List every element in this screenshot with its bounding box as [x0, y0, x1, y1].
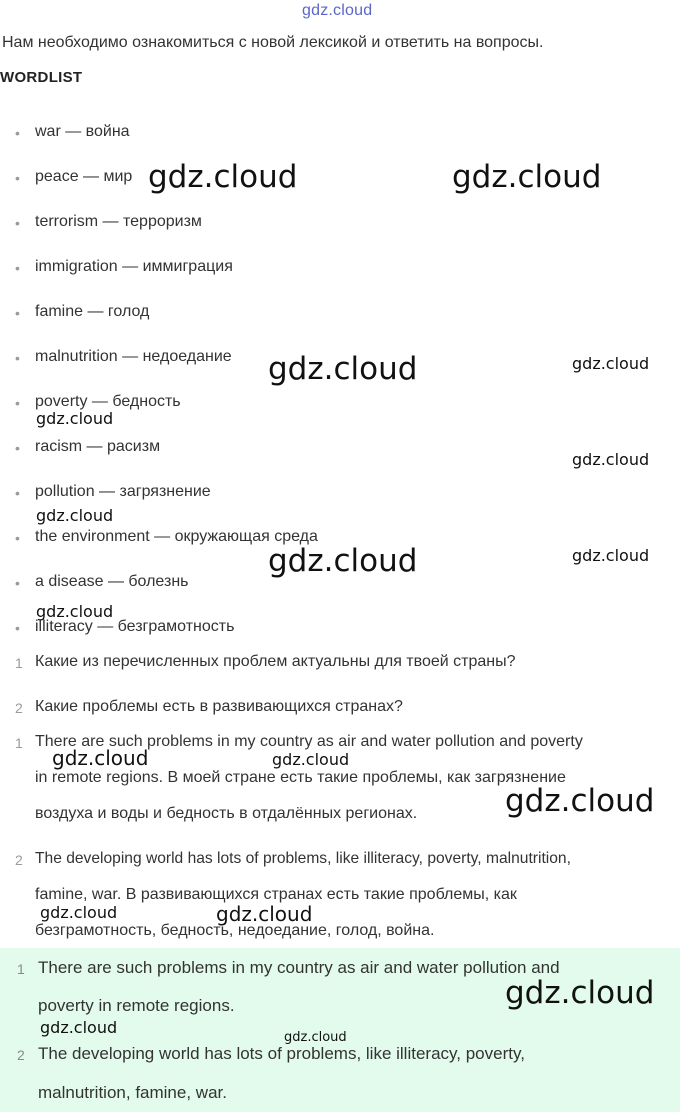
list-item: terrorism — терроризм [35, 213, 202, 230]
bullet-icon: • [15, 350, 20, 366]
watermark: gdz.cloud [52, 746, 149, 770]
watermark: gdz.cloud [36, 602, 114, 621]
bullet-icon: • [15, 620, 20, 636]
watermark: gdz.cloud [40, 1018, 118, 1037]
list-item: poverty — бедность [35, 393, 181, 410]
answer-line: The developing world has lots of problems, like illiteracy, poverty, malnutrition, [35, 850, 571, 867]
answer-line: in remote regions. В моей стране есть такие проблемы, как загрязнение [35, 769, 566, 786]
answer-line: There are such problems in my country as air and water pollution and [38, 958, 560, 977]
watermark: gdz.cloud [505, 783, 655, 819]
question-text: Какие проблемы есть в развивающихся странах? [35, 698, 403, 715]
answer-line: безграмотность, бедность, недоедание, голод, война. [35, 922, 435, 939]
list-item: racism — расизм [35, 438, 161, 455]
answer-line: There are such problems in my country as air and water pollution and poverty [35, 733, 583, 750]
watermark: gdz.cloud [148, 159, 298, 195]
bullet-icon: • [15, 395, 20, 411]
answer-number: 1 [17, 961, 25, 977]
intro-text: Нам необходимо ознакомиться с новой лексикой и ответить на вопросы. [2, 34, 544, 51]
bullet-icon: • [15, 215, 20, 231]
list-item: famine — голод [35, 303, 150, 320]
answer-number: 1 [15, 735, 23, 751]
list-item: the environment — окружающая среда [35, 528, 318, 545]
answer-number: 2 [15, 852, 23, 868]
watermark: gdz.cloud [40, 903, 118, 922]
answer-line: malnutrition, famine, war. [38, 1083, 227, 1102]
list-item: war — война [35, 123, 130, 140]
watermark: gdz.cloud [268, 543, 418, 579]
watermark: gdz.cloud [505, 975, 655, 1011]
bullet-icon: • [15, 260, 20, 276]
answer-line: The developing world has lots of problems, like illiteracy, poverty, [38, 1044, 525, 1063]
bullet-icon: • [15, 125, 20, 141]
watermark: gdz.cloud [572, 450, 650, 469]
bullet-icon: • [15, 305, 20, 321]
answer-line: famine, war. В развивающихся странах есть такие проблемы, как [35, 886, 517, 903]
answer-number: 2 [17, 1047, 25, 1063]
wordlist-title: WORDLIST [0, 69, 83, 86]
bullet-icon: • [15, 440, 20, 456]
watermark: gdz.cloud [268, 351, 418, 387]
watermark: gdz.cloud [272, 750, 350, 769]
watermark: gdz.cloud [572, 354, 650, 373]
bullet-icon: • [15, 485, 20, 501]
watermark: gdz.cloud [36, 409, 114, 428]
watermark: gdz.cloud [572, 546, 650, 565]
watermark: gdz.cloud [36, 506, 114, 525]
list-item: a disease — болезнь [35, 573, 189, 590]
list-item: immigration — иммиграция [35, 258, 233, 275]
watermark: gdz.cloud [216, 902, 313, 926]
bullet-icon: • [15, 575, 20, 591]
answer-line: воздуха и воды и бедность в отдалённых регионах. [35, 805, 418, 822]
list-item: malnutrition — недоедание [35, 348, 232, 365]
list-item: illiteracy — безграмотность [35, 618, 235, 635]
question-number: 1 [15, 655, 23, 671]
watermark: gdz.cloud [452, 159, 602, 195]
list-item: peace — мир [35, 168, 133, 185]
brand-logo[interactable]: gdz.cloud [302, 2, 373, 19]
watermark: gdz.cloud [284, 1030, 347, 1045]
answer-line: poverty in remote regions. [38, 996, 235, 1015]
question-text: Какие из перечисленных проблем актуальны для твоей страны? [35, 653, 516, 670]
question-number: 2 [15, 700, 23, 716]
bullet-icon: • [15, 530, 20, 546]
bullet-icon: • [15, 170, 20, 186]
list-item: pollution — загрязнение [35, 483, 211, 500]
